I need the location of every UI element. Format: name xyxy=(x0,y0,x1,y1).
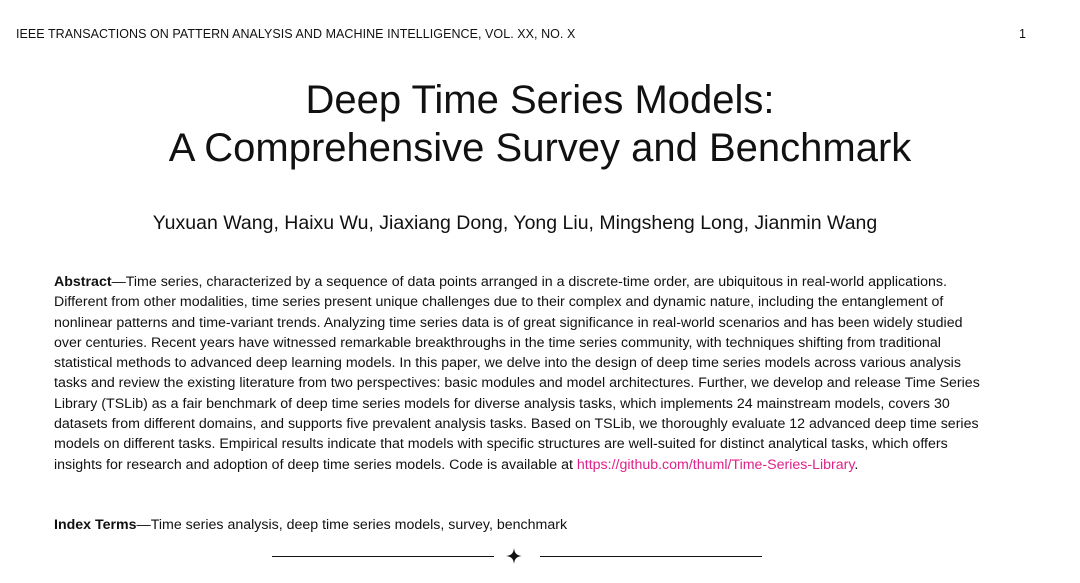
abstract xyxy=(54,272,989,475)
title-line-1: Deep Time Series Models: xyxy=(305,78,775,122)
code-link[interactable]: https://github.com/thuml/Time-Series-Library xyxy=(576,456,855,473)
abstract-end: . xyxy=(854,456,859,473)
divider-line-left xyxy=(272,556,494,557)
index-terms-text: —Time series analysis, deep time series models, survey, benchmark xyxy=(136,517,568,533)
index-terms-label: Index Terms xyxy=(54,517,137,533)
section-divider xyxy=(272,548,764,564)
running-header xyxy=(16,27,1026,42)
index-terms xyxy=(54,515,989,535)
four-point-star-icon xyxy=(506,548,522,564)
paper-title xyxy=(0,76,1080,172)
abstract-text: —Time series, characterized by a sequence of data points arranged in a discrete-time order, are ubiquitous in real-world applications. Different from other modalities, time series present unique challenges due to their complex and dynamic nature, including the entanglement of nonlinear patterns and time-variant trends. Analyzing time series data is of great significance in real-world scenarios and has been widely studied over centuries. Recent years have witnessed remarkable breakthroughs in the time series community, with techniques shifting from traditional statistical methods to advanced deep learning models. In this paper, we delve into the design of deep time series models across various analysis tasks and review the existing literature from two perspectives: basic modules and model architectures. Further, we develop and release Time Series Library (TSLib) as a fair benchmark of deep time series models for diverse analysis tasks, which implements 24 mainstream models, covers 30 datasets from different domains, and supports five prevalent analysis tasks. Based on TSLib, we thoroughly evaluate 12 advanced deep time series models on different tasks. Empirical results indicate that models with specific structures are well-suited for distinct analytical tasks, which offers insights for research and adoption of deep time series models. Code is available at xyxy=(54,274,980,473)
title-line-2: A Comprehensive Survey and Benchmark xyxy=(168,126,912,170)
abstract-label: Abstract xyxy=(54,274,112,290)
journal-name: IEEE TRANSACTIONS ON PATTERN ANALYSIS AND MACHINE INTELLIGENCE, VOL. XX, NO. X xyxy=(16,27,576,41)
divider-line-right xyxy=(540,556,762,557)
page-number: 1 xyxy=(1018,27,1026,41)
author-list: Yuxuan Wang, Haixu Wu, Jiaxiang Dong, Yong Liu, Mingsheng Long, Jianmin Wang xyxy=(152,212,878,234)
